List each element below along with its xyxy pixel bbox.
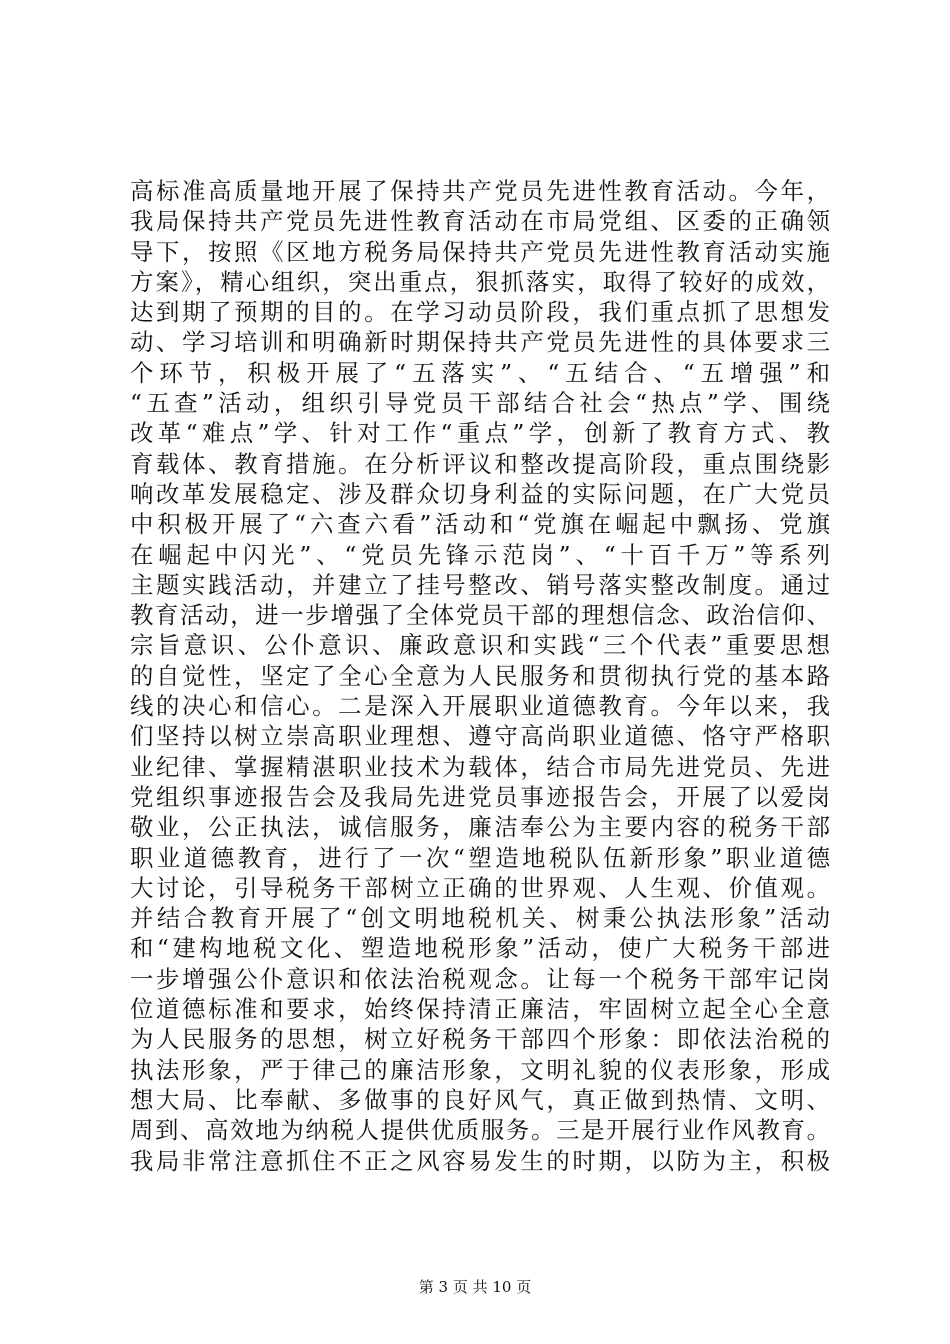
text-line: 中积极开展了“六查六看”活动和“党旗在崛起中飘扬、党旗 [130,510,830,539]
text-line: 动、学习培训和明确新时期保持共产党员先进性的具体要求三 [130,328,830,357]
text-line: 们坚持以树立崇高职业理想、遵守高尚职业道德、恪守严格职 [130,722,830,751]
text-line: 的自觉性，坚定了全心全意为人民服务和贯彻执行党的基本路 [130,661,830,690]
text-line: 党组织事迹报告会及我局先进党员事迹报告会，开展了以爱岗 [130,782,830,811]
text-line: 和“建构地税文化、塑造地税形象”活动，使广大税务干部进 [130,934,830,963]
text-line: 周到、高效地为纳税人提供优质服务。三是开展行业作风教育。 [130,1116,830,1145]
text-line: 线的决心和信心。二是深入开展职业道德教育。今年以来，我 [130,692,830,721]
text-line: 方案》，精心组织，突出重点，狠抓落实，取得了较好的成效， [130,267,830,296]
text-line: 宗旨意识、公仆意识、廉政意识和实践“三个代表”重要思想 [130,631,830,660]
text-line: 我局非常注意抓住不正之风容易发生的时期，以防为主，积极 [130,1146,830,1175]
text-line: 敬业，公正执法，诚信服务，廉洁奉公为主要内容的税务干部 [130,813,830,842]
text-line: 执法形象，严于律己的廉洁形象，文明礼貌的仪表形象，形成 [130,1055,830,1084]
text-line: “五查”活动，组织引导党员干部结合社会“热点”学、围绕 [130,389,830,418]
text-line: 为人民服务的思想，树立好税务干部四个形象：即依法治税的 [130,1025,830,1054]
text-line: 我局保持共产党员先进性教育活动在市局党组、区委的正确领 [130,207,830,236]
text-line: 在崛起中闪光”、“党员先锋示范岗”、“十百千万”等系列 [130,540,830,569]
text-line: 高标准高质量地开展了保持共产党员先进性教育活动。今年， [130,177,830,205]
text-line: 主题实践活动，并建立了挂号整改、销号落实整改制度。通过 [130,570,830,599]
text-line: 育载体、教育措施。在分析评议和整改提高阶段，重点围绕影 [130,449,830,478]
text-line: 改革“难点”学、针对工作“重点”学，创新了教育方式、教 [130,419,830,448]
document-body [130,176,830,1176]
text-line: 位道德标准和要求，始终保持清正廉洁，牢固树立起全心全意 [130,995,830,1024]
text-line: 响改革发展稳定、涉及群众切身利益的实际问题，在广大党员 [130,479,830,508]
text-line: 想大局、比奉献、多做事的良好风气，真正做到热情、文明、 [130,1085,830,1114]
text-line: 大讨论，引导税务干部树立正确的世界观、人生观、价值观。 [130,873,830,902]
text-line: 业纪律、掌握精湛职业技术为载体，结合市局先进党员、先进 [130,752,830,781]
text-line: 个环节，积极开展了“五落实”、“五结合、“五增强”和 [130,358,830,387]
text-line: 教育活动，进一步增强了全体党员干部的理想信念、政治信仰、 [130,601,830,630]
text-line: 导下，按照《区地方税务局保持共产党员先进性教育活动实施 [130,237,830,266]
text-line: 职业道德教育，进行了一次“塑造地税队伍新形象”职业道德 [130,843,830,872]
text-line: 达到期了预期的目的。在学习动员阶段，我们重点抓了思想发 [130,298,830,327]
text-line: 并结合教育开展了“创文明地税机关、树秉公执法形象”活动 [130,904,830,933]
text-line: 一步增强公仆意识和依法治税观念。让每一个税务干部牢记岗 [130,964,830,993]
page-footer: 第 3 页 共 10 页 [418,1278,532,1296]
